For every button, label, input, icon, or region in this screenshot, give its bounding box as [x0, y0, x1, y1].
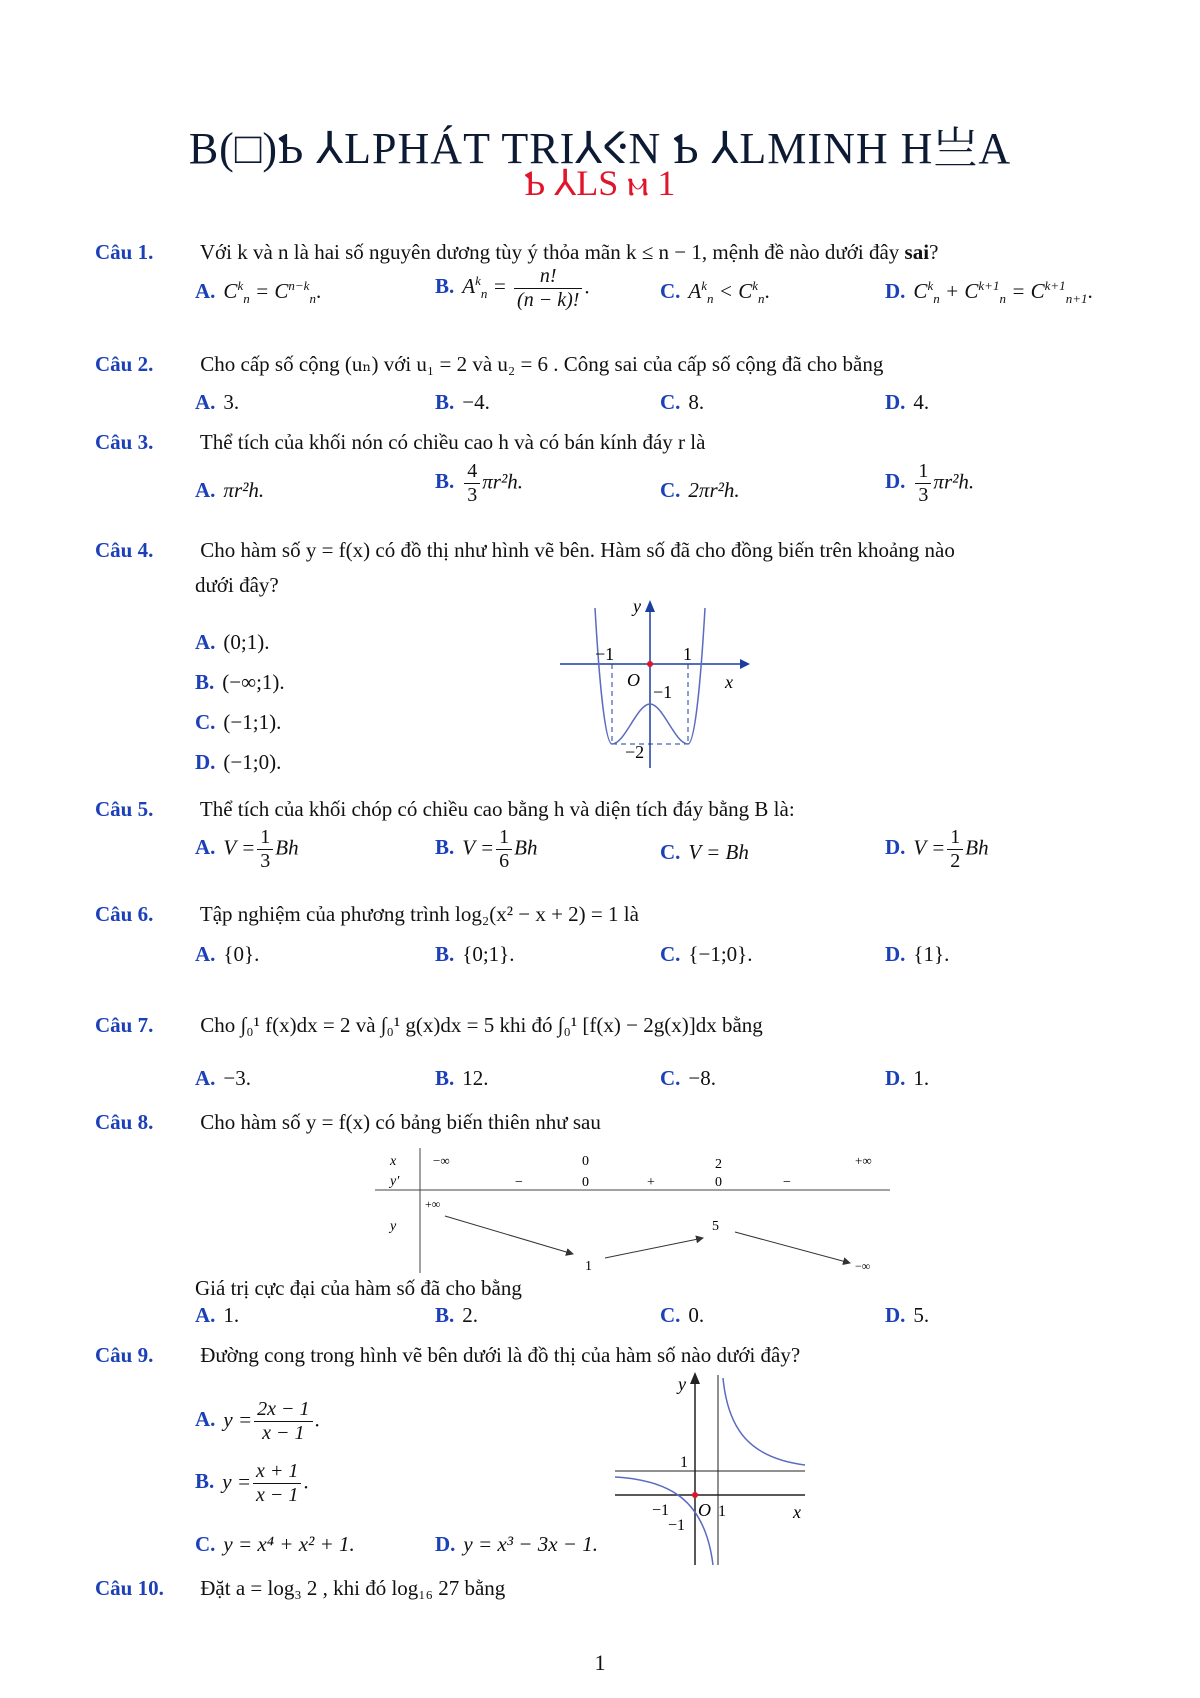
option-letter: B.	[195, 670, 215, 694]
option-letter: A.	[195, 1066, 216, 1090]
tick-minus-1: −1	[595, 644, 615, 664]
q5-option-a	[195, 826, 299, 873]
q1-option-a: A. $C^k_n = C^{n-k}_n$.	[195, 278, 322, 307]
fraction-denominator: x − 1	[256, 1484, 299, 1506]
option-letter: C.	[660, 478, 681, 502]
option-letter: C.	[660, 840, 681, 864]
origin-point	[647, 661, 653, 667]
question-text: Thể tích của khối nón có chiều cao h và có bán kính đáy r là	[199, 430, 706, 454]
q2-option-b	[435, 390, 490, 415]
q9-option-c	[195, 1532, 355, 1557]
option-value: 5.	[913, 1303, 930, 1327]
question-3	[95, 430, 705, 455]
tick-y-minus-1: −1	[653, 682, 673, 702]
row-yprime-label: y′	[390, 1174, 400, 1189]
curve-right-branch	[723, 1378, 805, 1465]
x-axis-arrow-icon	[740, 659, 750, 669]
arrow-increasing	[605, 1238, 703, 1258]
q9-function-graph	[610, 1370, 815, 1570]
option-value: 2πr²h.	[688, 478, 740, 502]
option-value: −8.	[688, 1066, 717, 1090]
y-minus-infinity: −∞	[855, 1259, 871, 1273]
question-text: Đường cong trong hình vẽ bên dưới là đồ thị của hàm số nào dưới đây?	[200, 1343, 801, 1367]
q5-option-b	[435, 826, 537, 873]
question-text: Thể tích của khối chóp có chiều cao bằng h và diện tích đáy bằng B là:	[199, 797, 795, 821]
fraction-denominator: 6	[499, 850, 510, 872]
question-6	[95, 902, 639, 927]
q6-option-a	[195, 942, 259, 967]
question-text: Cho cấp số cộng (uₙ) với u₁ = 2 và u₂ = 6 . Công sai của cấp số cộng đã cho bằng	[200, 352, 884, 376]
option-letter: C.	[195, 710, 216, 734]
q5-option-d	[885, 826, 989, 873]
q2-option-d	[885, 390, 929, 415]
question-4-continued: dưới đây?	[195, 573, 279, 597]
option-letter: A.	[195, 1303, 216, 1327]
question-text: Với k và n là hai số nguyên dương tùy ý thỏa mãn k ≤ n − 1, mệnh đề nào dưới đây	[199, 240, 900, 264]
question-label: Câu 1.	[95, 240, 154, 264]
question-2	[95, 352, 883, 377]
option-value: 8.	[688, 390, 705, 414]
question-label: Câu 3.	[95, 430, 154, 454]
tick-x-minus-1: −1	[652, 1502, 670, 1519]
q8-option-b	[435, 1303, 478, 1328]
question-text: Tập nghiệm của phương trình log₂(x² − x + 2) = 1 là	[199, 902, 639, 926]
option-value: −4.	[462, 390, 490, 414]
option-value: {−1;0}.	[688, 942, 753, 966]
y-label: y	[678, 1374, 686, 1394]
option-letter: B.	[435, 274, 455, 299]
question-label: Câu 9.	[95, 1343, 154, 1367]
q1-option-c: C. $A^k_n < C^k_n$.	[660, 278, 770, 307]
x-zero: 0	[582, 1154, 589, 1169]
option-letter: D.	[885, 1303, 906, 1327]
q4-option-a	[195, 630, 270, 655]
option-letter: A.	[195, 279, 216, 303]
y-axis-arrow-icon	[690, 1372, 700, 1384]
x-two: 2	[715, 1157, 722, 1172]
option-prefix: y =	[223, 1407, 253, 1432]
option-value: y = x³ − 3x − 1.	[463, 1532, 598, 1556]
row-x-label: x	[390, 1154, 397, 1169]
option-letter: C.	[660, 1303, 681, 1327]
tick-y-minus-2: −2	[625, 742, 645, 762]
question-text: Cho hàm số y = f(x) có bảng biến thiên như sau	[200, 1110, 601, 1134]
option-letter: D.	[195, 750, 216, 774]
option-value: (−∞;1).	[222, 670, 285, 694]
q3-option-a	[195, 478, 264, 503]
question-1: Câu 1. Với k và n là hai số nguyên dương tùy ý thỏa mãn k ≤ n − 1, mệnh đề nào dưới đây sai?	[95, 240, 939, 264]
question-10	[95, 1576, 505, 1601]
q6-option-b	[435, 942, 515, 967]
sign-minus-2: −	[783, 1175, 791, 1190]
option-value: {0}.	[223, 942, 260, 966]
question-text: Đặt a = log₃ 2 , khi đó log₁₆ 27 bằng	[200, 1576, 506, 1600]
arrow-decreasing-2	[735, 1232, 850, 1263]
y-label: y	[633, 598, 641, 616]
option-letter: B.	[195, 1469, 215, 1494]
q7-option-d	[885, 1066, 929, 1091]
option-tail: Bh	[965, 835, 989, 860]
q1-option-d: D. $C^k_n + C^{k+1}_n = C^{k+1}_{n+1}$.	[885, 278, 1093, 307]
option-value: πr²h.	[223, 478, 265, 502]
option-value: (−1;0).	[223, 750, 282, 774]
option-letter: D.	[885, 1066, 906, 1090]
fraction-numerator: 1	[915, 460, 931, 484]
q5-option-c	[660, 840, 749, 865]
question-label: Câu 2.	[95, 352, 154, 376]
option-value: 0.	[688, 1303, 705, 1327]
option-value: y = x⁴ + x² + 1.	[223, 1532, 355, 1556]
q8-option-a	[195, 1303, 239, 1328]
y-value-5: 5	[712, 1219, 719, 1234]
question-label: Câu 10.	[95, 1576, 164, 1600]
zero-1: 0	[582, 1175, 589, 1190]
q8-option-d	[885, 1303, 929, 1328]
q8-option-c	[660, 1303, 704, 1328]
x-label: x	[793, 1502, 801, 1522]
q4-option-d	[195, 750, 281, 775]
option-value: 3.	[223, 390, 240, 414]
option-letter: D.	[885, 835, 906, 860]
tick-y-minus-1: −1	[668, 1517, 686, 1534]
q4-function-graph	[555, 598, 755, 773]
q9-option-a: A. y = $\frac{2x - 1}{x - 1}$ .	[195, 1398, 320, 1444]
option-value: (0;1).	[223, 630, 270, 654]
fraction-denominator: 3	[467, 484, 478, 506]
fraction-numerator: 1	[947, 826, 963, 850]
q3-option-d	[885, 460, 974, 507]
option-letter: D.	[885, 390, 906, 414]
option-prefix: V =	[913, 835, 946, 860]
option-letter: B.	[435, 1303, 455, 1327]
tick-y-1: 1	[680, 1454, 688, 1471]
option-letter: D.	[885, 469, 906, 494]
q7-option-b	[435, 1066, 489, 1091]
option-letter: C.	[195, 1532, 216, 1556]
option-letter: A.	[195, 630, 216, 654]
y-axis-arrow-icon	[645, 600, 655, 612]
question-emphasis: sai	[904, 240, 930, 264]
tick-plus-1: 1	[683, 644, 692, 664]
document-subtitle: Ƅ ⅄LS ⲙ 1	[524, 163, 676, 203]
q6-option-d	[885, 942, 949, 967]
option-letter: C.	[660, 390, 681, 414]
sign-minus-1: −	[515, 1175, 523, 1190]
option-letter: A.	[195, 478, 216, 502]
option-value: (−1;1).	[223, 710, 282, 734]
question-label: Câu 7.	[95, 1013, 154, 1037]
y-plus-infinity: +∞	[425, 1197, 441, 1211]
q9-option-b: B. y = $\frac{x + 1}{x - 1}$ .	[195, 1460, 309, 1506]
q2-option-c	[660, 390, 704, 415]
option-letter: D.	[885, 942, 906, 966]
option-letter: C.	[660, 279, 681, 303]
option-letter: C.	[660, 942, 681, 966]
origin-label: O	[627, 670, 640, 690]
question-8-continued: Giá trị cực đại của hàm số đã cho bằng	[195, 1276, 522, 1300]
q6-option-c	[660, 942, 753, 967]
q4-option-c	[195, 710, 281, 735]
fraction-numerator: 2x − 1	[254, 1398, 312, 1422]
option-value: 12.	[462, 1066, 489, 1090]
question-label: Câu 8.	[95, 1110, 154, 1134]
question-7	[95, 1013, 763, 1038]
option-value: 1.	[223, 1303, 240, 1327]
fraction-numerator: 1	[257, 826, 273, 850]
option-letter: A.	[195, 835, 216, 860]
fraction-numerator: x + 1	[253, 1460, 301, 1484]
question-text: Cho ∫₀¹ f(x)dx = 2 và ∫₀¹ g(x)dx = 5 khi đó ∫₀¹ [f(x) − 2g(x)]dx bằng	[200, 1013, 763, 1037]
option-letter: B.	[435, 469, 455, 494]
arrow-decreasing-1	[445, 1216, 573, 1254]
zero-2: 0	[715, 1175, 722, 1190]
question-label: Câu 4.	[95, 538, 154, 562]
question-label: Câu 6.	[95, 902, 154, 926]
question-text: Cho hàm số y = f(x) có đồ thị như hình vẽ bên. Hàm số đã cho đồng biến trên khoảng nào	[200, 538, 955, 562]
option-letter: A.	[195, 1407, 216, 1432]
q3-option-b	[435, 460, 523, 507]
fraction-denominator: 2	[950, 850, 961, 872]
question-5	[95, 797, 795, 822]
q7-option-c	[660, 1066, 716, 1091]
variation-table	[375, 1148, 895, 1278]
fraction-denominator: 3	[260, 850, 271, 872]
option-value: 4.	[913, 390, 930, 414]
option-value: 2.	[462, 1303, 479, 1327]
sign-plus: +	[647, 1175, 655, 1190]
curve-left-branch	[615, 1477, 713, 1565]
question-4	[95, 538, 955, 563]
question-9	[95, 1343, 800, 1368]
tick-x-1: 1	[718, 1503, 726, 1520]
option-tail: Bh	[514, 835, 538, 860]
fraction-numerator: 4	[464, 460, 480, 484]
option-letter: D.	[885, 279, 906, 303]
x-minus-infinity: −∞	[433, 1153, 450, 1168]
option-value: −3.	[223, 1066, 252, 1090]
option-value: {0;1}.	[462, 942, 515, 966]
option-value: V = Bh	[688, 840, 749, 864]
option-letter: A.	[195, 390, 216, 414]
origin-point	[692, 1492, 698, 1498]
option-letter: C.	[660, 1066, 681, 1090]
fraction-denominator: 3	[918, 484, 929, 506]
option-value: 1.	[913, 1066, 930, 1090]
question-label: Câu 5.	[95, 797, 154, 821]
y-value-1: 1	[585, 1259, 592, 1274]
q9-option-d	[435, 1532, 598, 1557]
document-title: B(□)Ƅ ⅄LPHÁT TRI⅄ⲴN Ƅ ⅄LMINH H亗A	[188, 124, 1012, 173]
option-prefix: y =	[222, 1469, 252, 1494]
option-tail: Bh	[275, 835, 299, 860]
option-tail: πr²h.	[482, 469, 524, 494]
question-8	[95, 1110, 601, 1135]
fraction-numerator: 1	[496, 826, 512, 850]
option-tail: πr²h.	[933, 469, 975, 494]
origin-label: O	[698, 1500, 711, 1520]
q1-option-b: B. $A^k_n$ = $\frac{n!}{(n - k)!}$ .	[435, 265, 590, 311]
option-letter: B.	[435, 1066, 455, 1090]
fraction-denominator: x − 1	[262, 1422, 305, 1444]
x-label: x	[725, 672, 733, 692]
option-letter: B.	[435, 942, 455, 966]
option-letter: D.	[435, 1532, 456, 1556]
option-prefix: V =	[462, 835, 495, 860]
q7-option-a	[195, 1066, 251, 1091]
option-letter: B.	[435, 390, 455, 414]
option-letter: A.	[195, 942, 216, 966]
q3-option-c	[660, 478, 740, 503]
option-letter: B.	[435, 835, 455, 860]
option-value: {1}.	[913, 942, 950, 966]
x-plus-infinity: +∞	[855, 1153, 872, 1168]
page-number: 1	[594, 1650, 606, 1675]
q4-option-b	[195, 670, 285, 695]
row-y-label: y	[390, 1219, 397, 1234]
option-prefix: V =	[223, 835, 256, 860]
q2-option-a	[195, 390, 239, 415]
